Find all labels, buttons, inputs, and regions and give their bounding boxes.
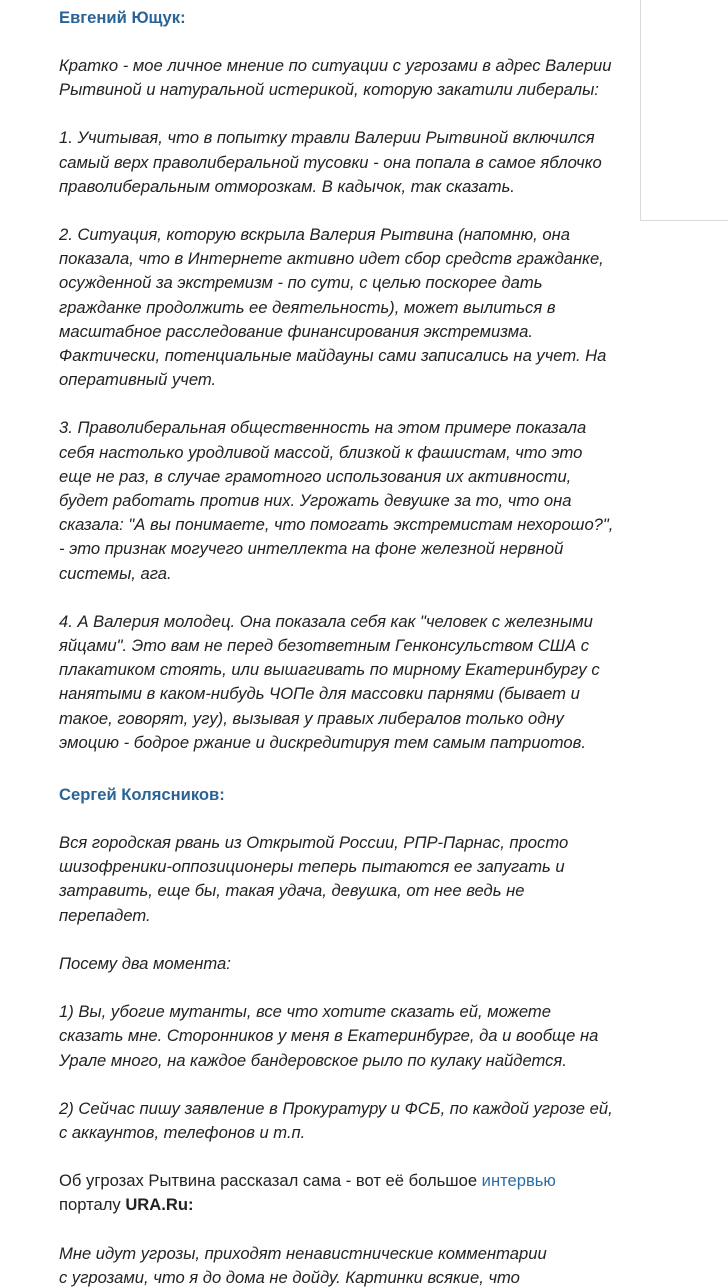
point-2-paragraph: 2. Ситуация, которую вскрыла Валерия Рытвина (напомню, она показала, что в Интернете активно идет сбор средств гражданке, осужденной за экстремизм - по сути, с целью поскорее дать гражданке продолжить ее деятельность), может вылиться в масштабное расследование финансирования экстремизма. Фактически, потенциальные майдауны сами записались на учет. На оперативный учет. [59, 225, 607, 390]
outro-text: Об угрозах Рытвина рассказал сама - вот её большое [59, 1171, 482, 1191]
quote-2-paragraph-1: Вся городская рвань из Открытой России, РПР-Парнас, просто шизофреники-оппозиционеры теперь пытаются ее запугать и затравить, еще бы, такая удача, девушка, от нее ведь не перепадет. [59, 833, 569, 925]
quote-2-paragraph-4: 2) Сейчас пишу заявление в Прокуратуру и ФСБ, по каждой угрозе ей, с аккаунтов, телефонов и т.п. [59, 1098, 613, 1142]
sidebar-widget-box [640, 0, 728, 221]
quote-3-paragraph: Мне идут угрозы, приходят ненавистнические комментарии с угрозами, что я до дома не дойду. Картинки всякие, что [59, 1243, 547, 1287]
outro-line2-text: порталу [59, 1195, 126, 1215]
point-3-paragraph: 3. Праволиберальная общественность на этом примере показала себя настолько уродливой массой, близкой к фашистам, что это еще не раз, в случае грамотного использования их активности, будет работать против них. Угрожать девушке за то, что она сказала: "А вы понимаете, что помогать экстремистам нехорошо?", - это признак могучего интеллекта на фоне железной нервной системы, ага. [59, 418, 614, 583]
quote-2-paragraph-2: Посему два момента: [59, 953, 231, 973]
point-1-paragraph: 1. Учитывая, что в попытку травли Валерии Рытвиной включился самый верх праволиберальной тусовки - она попала в самое яблочко праволиберальным отморозкам. В кадычок, так сказать. [59, 128, 602, 196]
intro-paragraph: Кратко - мое личное мнение по ситуации с угрозами в адрес Валерии Рытвиной и натуральной истерикой, которую закатили либералы: [59, 56, 612, 100]
author-name-2: Сергей Колясников: [59, 785, 225, 805]
interview-link[interactable]: интервью [481, 1171, 556, 1191]
article-body [59, 0, 619, 1287]
author-name-1: Евгений Ющук: [59, 8, 186, 27]
site-name: URA.Ru: [125, 1195, 194, 1215]
outro-paragraph [59, 1169, 619, 1217]
quote-2-paragraph-3: 1) Вы, убогие мутанты, все что хотите сказать ей, можете сказать мне. Сторонников у меня в Екатеринбурге, да и вообще на Урале много, на каждое бандеровское рыло по кулаку найдется. [59, 1002, 599, 1070]
point-4-paragraph: 4. А Валерия молодец. Она показала себя как "человек с железными яйцами". Это вам не перед безответным Генконсульством США с плакатиком стоять, или вышагивать по мирному Екатеринбургу с нанятыми в каком-нибудь ЧОПе для массовки парнями (бывает и такое, говорят, угу), вызывая у правых либералов только одну эмоцию - бодрое ржание и дискредитируя тем самым патриотов. [59, 611, 600, 752]
